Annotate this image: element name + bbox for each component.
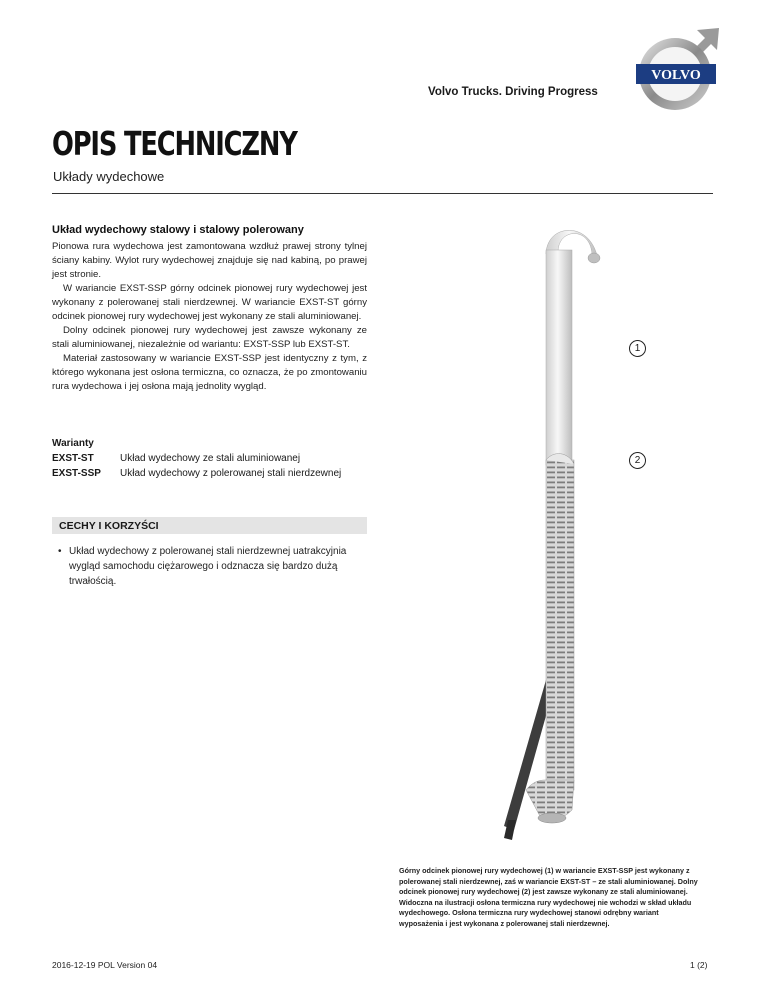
features-heading: CECHY I KORZYŚCI xyxy=(59,520,159,532)
paragraph-2: W wariancie EXST-SSP górny odcinek pionowej rury wydechowej jest wykonany z polerowanej stali nierdzewnej. W wariancie EXST-ST górny odcinek pionowej rury wydechowej jest wykonany ze stali aluminiowanej. xyxy=(52,283,367,322)
page-title: OPIS TECHNICZNY xyxy=(52,124,297,163)
volvo-logo xyxy=(633,24,725,116)
callout-1: 1 xyxy=(629,340,646,357)
callout-2: 2 xyxy=(629,452,646,469)
logo-text: VOLVO xyxy=(651,68,701,83)
variant-row xyxy=(52,451,382,466)
bullet-icon: • xyxy=(58,546,62,557)
tagline: Volvo Trucks. Driving Progress xyxy=(428,86,598,98)
variant-row xyxy=(52,466,382,481)
variant-code: EXST-SSP xyxy=(52,468,101,479)
paragraph-3: Dolny odcinek pionowej rury wydechowej jest zawsze wykonany ze stali aluminiowanej, niezależnie od wariantu: EXST-SSP lub EXST-ST. xyxy=(52,325,367,350)
features-heading-bar xyxy=(52,517,367,534)
paragraph-4: Materiał zastosowany w wariancie EXST-SSP jest identyczny z tym, z którego wykonana jest osłona termiczna, co oznacza, że po zmontowaniu rura wydechowa i jej osłona mają jednolity wygląd. xyxy=(52,353,367,392)
variants-list xyxy=(52,436,382,481)
paragraph-1: Pionowa rura wydechowa jest zamontowana wzdłuż prawej strony tylnej ściany kabiny. Wylot rury wydechowej znajduje się nad kabiną, po prawej jest stronie. xyxy=(52,241,367,280)
variant-code: EXST-ST xyxy=(52,453,94,464)
header-divider xyxy=(52,193,713,194)
exhaust-pipe-illustration xyxy=(486,220,606,840)
footer-version: 2016-12-19 POL Version 04 xyxy=(52,960,158,970)
variant-desc: Układ wydechowy ze stali aluminiowanej xyxy=(120,453,301,464)
variant-desc: Układ wydechowy z polerowanej stali nierdzewnej xyxy=(120,468,342,479)
description-section xyxy=(52,224,367,394)
page-subtitle: Układy wydechowe xyxy=(53,169,165,184)
feature-bullet xyxy=(52,544,372,589)
figure-caption: Górny odcinek pionowej rury wydechowej (1) w wariancie EXST-SSP jest wykonany z polerowanej stali nierdzewnej, zaś w wariancie EXST-ST – ze stali aluminiowanej. Dolny odcinek pionowej rury wydechowej (2) jest zawsze wykonany ze stali aluminiowanej. Widoczna na ilustracji osłona termiczna rury wydechowej nie wchodzi w skład układu wydechowego. Osłona termiczna rury wydechowej stanowi odrębny wariant wyposażenia i jest wykonana z polerowanej stali nierdzewnej. xyxy=(399,866,698,928)
page-number: 1 (2) xyxy=(690,960,708,970)
feature-text: Układ wydechowy z polerowanej stali nierdzewnej uatrakcyjnia wygląd samochodu ciężarowego i odznacza się bardzo dużą trwałością. xyxy=(69,546,347,587)
section-heading: Układ wydechowy stalowy i stalowy polerowany xyxy=(52,224,304,236)
variants-heading: Warianty xyxy=(52,438,94,449)
